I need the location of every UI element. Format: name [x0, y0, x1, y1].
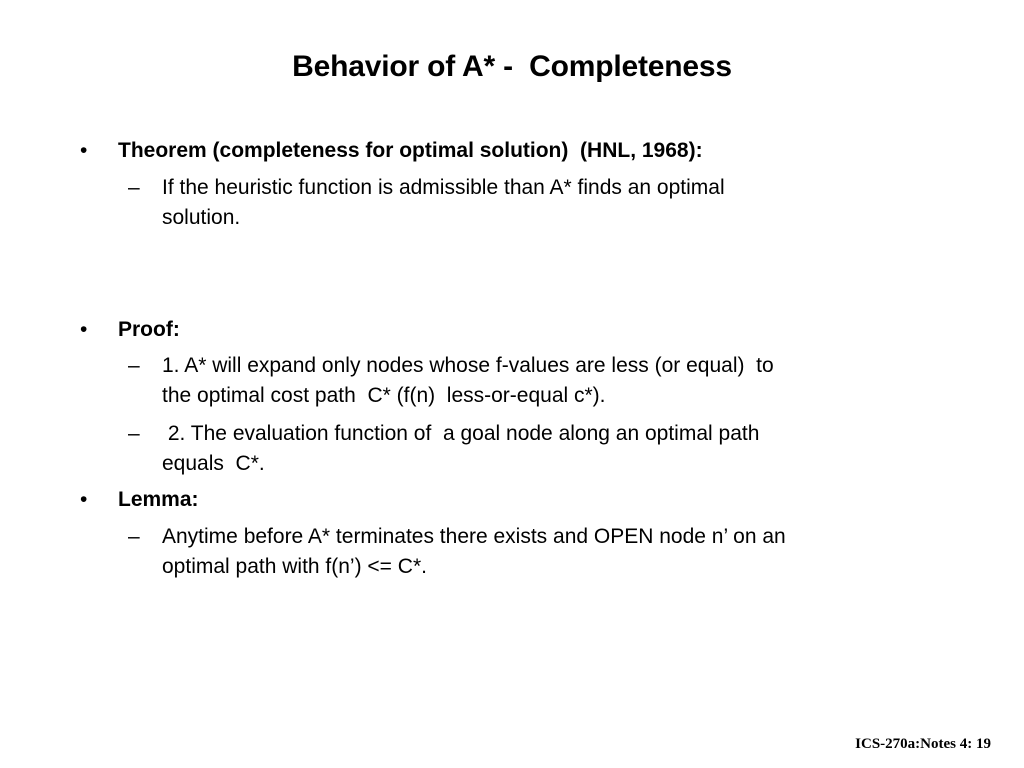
slide-footer: ICS-270a:Notes 4: 19	[855, 736, 991, 752]
sub-item-line: the optimal cost path C* (f(n) less-or-equal c*).	[162, 384, 606, 407]
sub-item-line: 1. A* will expand only nodes whose f-values are less (or equal) to	[162, 354, 774, 377]
dash-marker: –	[128, 176, 140, 199]
bullet-marker: •	[80, 488, 88, 511]
slide-title: Behavior of A* - Completeness	[292, 50, 732, 83]
bullet-marker: •	[80, 318, 88, 341]
sub-item-line: optimal path with f(n’) <= C*.	[162, 555, 427, 578]
dash-marker: –	[128, 525, 140, 548]
bullet-marker: •	[80, 139, 88, 162]
dash-marker: –	[128, 422, 140, 445]
sub-item-line: If the heuristic function is admissible than A* finds an optimal	[162, 176, 725, 199]
sub-item-line: 2. The evaluation function of a goal node along an optimal path	[162, 422, 760, 445]
sub-item-line: solution.	[162, 206, 241, 229]
bullet-heading: Lemma:	[118, 488, 199, 511]
bullet-heading: Proof:	[118, 318, 180, 341]
sub-item-line: equals C*.	[162, 452, 265, 475]
bullet-heading: Theorem (completeness for optimal solution) (HNL, 1968):	[118, 139, 703, 162]
dash-marker: –	[128, 354, 140, 377]
sub-item-line: Anytime before A* terminates there exists and OPEN node n’ on an	[162, 525, 786, 548]
